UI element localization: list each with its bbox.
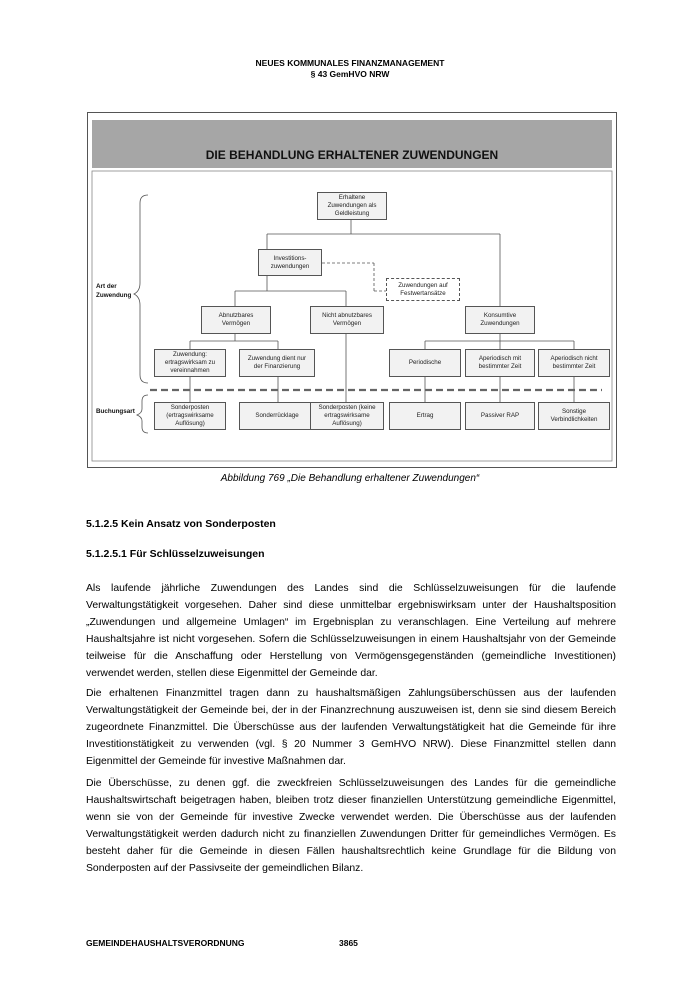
side-label-buchung: Buchungsart xyxy=(96,408,135,415)
node-finanzierung: Zuwendung dient nur der Finanzierung xyxy=(239,349,315,377)
brace-buchung xyxy=(137,395,148,433)
node-ertrag: Ertrag xyxy=(389,402,461,430)
node-konsumtive-zuwendungen: Konsumtive Zuwendungen xyxy=(465,306,535,334)
node-sonstige-verbindlichkeiten: Sonstige Verbindlichkeiten xyxy=(538,402,610,430)
brace-art xyxy=(134,195,148,383)
node-sonderruecklage: Sonderrücklage xyxy=(239,402,315,430)
footer-title: GEMEINDEHAUSHALTSVERORDNUNG xyxy=(86,938,245,948)
node-periodische: Periodische xyxy=(389,349,461,377)
paragraph-3: Die Überschüsse, zu denen ggf. die zweckfreien Schlüsselzuweisungen des Landes für die gemeindliche Haushaltswirtschaft beigetragen haben, bleiben trotz dieser finanziellen Unterstützung gemeindliche Eigenmittel, wenn sie von der Gemeinde für investive Zwecke verwendet werden. Die Überschüsse aus der laufenden Verwaltungstätigkeit werden dadurch nicht zu finanziellen Zuwendungen Dritter für gemeindliches Vermögen. Es besteht daher für die Gemeinde in diesen Fällen haushaltsrechtlich keine Grundlage für die Bildung von Sonderposten auf der Passivseite der gemeindlichen Bilanz. xyxy=(86,778,616,874)
node-sonderposten-keine: Sonderposten (keine ertragswirksame Auflösung) xyxy=(310,402,384,430)
page-number: 3865 xyxy=(339,938,358,948)
node-nicht-abnutzbares-vermoegen: Nicht abnutzbares Vermögen xyxy=(310,306,384,334)
subsection-heading: 5.1.2.5.1 Für Schlüsselzuweisungen xyxy=(86,548,265,560)
node-festwertansaetze: Zuwendungen auf Festwertansätze xyxy=(386,278,460,301)
header-subtitle: § 43 GemHVO NRW xyxy=(310,69,390,79)
node-erhaltene-zuwendungen: Erhaltene Zuwendungen als Geldleistung xyxy=(317,192,387,220)
node-abnutzbares-vermoegen: Abnutzbares Vermögen xyxy=(201,306,271,334)
header-title: NEUES KOMMUNALES FINANZMANAGEMENT xyxy=(255,58,445,68)
paragraph-1: Als laufende jährliche Zuwendungen des Landes sind die Schlüsselzuweisungen für die laufende Verwaltungstätigkeit vorgesehen. Daher sind diese unmittelbar ergebniswirksam unter der Haushaltsposition „Zuwendungen und allgemeine Umlagen“ im Ergebnisplan zu veranschlagen. Eine Verteilung auf mehrere Haushaltsjahre ist nicht vorgesehen. Sofern die Schlüsselzuweisungen in einem Haushaltsjahr von der Gemeinde teilweise für die Anschaffung oder Herstellung von Vermögensgegenständen (gemeindliche Investitionen) verwendet werden, stellen diese Eigenmittel der Gemeinde dar. xyxy=(86,583,616,679)
figure-title: DIE BEHANDLUNG ERHALTENER ZUWENDUNGEN xyxy=(205,148,499,162)
figure-caption: Abbildung 769 „Die Behandlung erhaltener Zuwendungen“ xyxy=(220,473,480,484)
node-ertragswirksam: Zuwendung: ertragswirksam zu vereinnahmen xyxy=(154,349,226,377)
node-aperiodisch-mit: Aperiodisch mit bestimmter Zeit xyxy=(465,349,535,377)
node-investitionszuwendungen: Investitions- zuwendungen xyxy=(258,249,322,276)
paragraph-2: Die erhaltenen Finanzmittel tragen dann zu haushaltsmäßigen Zahlungsüberschüssen aus der laufenden Verwaltungstätigkeit der Gemeinde bei, der in der Finanzrechnung auszuweisen ist, denn sie sind diesem Bereich zugeordnete Finanzmittel. Die Überschüsse aus der laufenden Verwaltungstätigkeit hat die Gemeinde für ihre Investitionstätigkeit zu verwenden (vgl. § 20 Nummer 3 GemHVO NRW). Diese Finanzmittel stellen dann Eigenmittel der Gemeinde für investive Maßnahmen dar. xyxy=(86,688,616,767)
section-heading: 5.1.2.5 Kein Ansatz von Sonderposten xyxy=(86,518,276,530)
side-label-art: Art der Zuwendung xyxy=(96,283,132,299)
figure-diagram xyxy=(87,112,617,468)
node-passiver-rap: Passiver RAP xyxy=(465,402,535,430)
node-sonderposten-ertragswirksam: Sonderposten (ertragswirksame Auflösung) xyxy=(154,402,226,430)
node-aperiodisch-nicht: Aperiodisch nicht bestimmter Zeit xyxy=(538,349,610,377)
